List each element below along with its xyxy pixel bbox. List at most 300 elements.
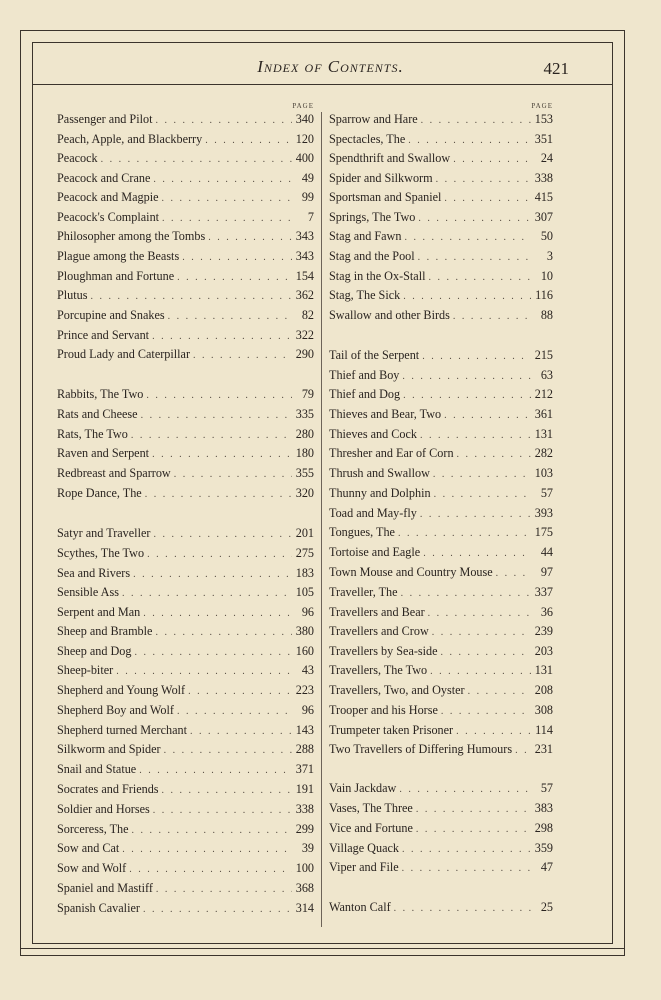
index-entry <box>329 900 553 920</box>
dot-leader <box>418 115 531 126</box>
index-entry <box>329 466 553 486</box>
dot-leader <box>152 627 292 638</box>
entry-title: Sportsman and Spaniel <box>329 190 442 204</box>
entry-page-number: 39 <box>301 841 314 855</box>
dot-leader <box>395 528 531 539</box>
entry-title: Philosopher among the Tombs <box>57 229 206 243</box>
index-entry <box>57 546 314 566</box>
dot-leader <box>465 686 531 697</box>
index-entry <box>57 466 314 486</box>
entry-title: Porcupine and Snakes <box>57 308 165 322</box>
dot-leader <box>400 291 531 302</box>
index-entry <box>57 249 314 269</box>
entry-page-number: 44 <box>540 545 553 559</box>
index-entry <box>329 368 553 388</box>
entry-page-number: 208 <box>534 683 553 697</box>
entry-page-number: 223 <box>295 683 314 697</box>
entry-title: Passenger and Pilot <box>57 112 153 126</box>
entry-title: Rope Dance, The <box>57 486 142 500</box>
dot-leader <box>161 745 292 756</box>
index-entry <box>57 308 314 328</box>
index-entry <box>329 644 553 664</box>
index-entry <box>329 348 553 368</box>
dot-leader <box>396 784 531 795</box>
index-entry <box>57 387 314 407</box>
entry-title: Travellers, The Two <box>329 663 428 677</box>
page-number: 421 <box>543 59 569 78</box>
entry-title: Thresher and Ear of Corn <box>329 446 454 460</box>
entry-title: Thrush and Swallow <box>329 466 430 480</box>
entry-title: Stag and Fawn <box>329 229 402 243</box>
index-entry <box>57 762 314 782</box>
entry-page-number: 320 <box>295 486 314 500</box>
dot-leader <box>128 430 292 441</box>
dot-leader <box>401 232 531 243</box>
entry-title: Tongues, The <box>329 525 395 539</box>
entry-page-number: 105 <box>295 585 314 599</box>
index-entry <box>329 446 553 466</box>
entry-page-number: 203 <box>534 644 553 658</box>
dot-leader <box>427 666 531 677</box>
entry-title: Toad and May-fly <box>329 505 417 520</box>
entry-title: Travellers and Crow <box>329 624 429 638</box>
entry-title: Trooper and his Horse <box>329 703 438 717</box>
index-entry <box>57 288 314 308</box>
bottom-rule <box>20 948 625 949</box>
entry-title: Travellers, Two, and Oyster <box>329 683 465 697</box>
entry-page-number: 239 <box>534 624 553 638</box>
entry-title: Two Travellers of Differing Humours <box>329 742 513 756</box>
dot-leader <box>129 825 292 836</box>
entry-page-number: 290 <box>295 347 314 361</box>
entry-page-number: 153 <box>534 112 553 126</box>
index-entry <box>57 132 314 152</box>
entry-title: Sheep and Dog <box>57 644 132 658</box>
dot-leader <box>126 864 292 875</box>
index-entry <box>57 446 314 466</box>
index-entry <box>329 171 553 191</box>
entry-page-number: 343 <box>295 249 314 263</box>
entry-page-number: 50 <box>540 229 553 243</box>
dot-leader <box>425 272 531 283</box>
index-entry <box>329 112 553 132</box>
index-entry <box>329 801 553 821</box>
entry-page-number: 355 <box>295 466 314 480</box>
index-entry <box>57 190 314 210</box>
entry-page-number: 100 <box>295 861 314 875</box>
entry-title: Peacock and Crane <box>57 170 151 185</box>
entry-title: Tortoise and Eagle <box>329 545 421 559</box>
index-entry <box>57 663 314 683</box>
index-entry <box>57 112 314 132</box>
entry-title: Thieves and Bear, Two <box>329 407 442 421</box>
entry-title: Rats and Cheese <box>57 407 138 421</box>
entry-page-number: 131 <box>534 663 553 677</box>
dot-leader <box>399 844 531 855</box>
index-entry <box>329 605 553 625</box>
dot-leader <box>420 548 531 559</box>
entry-page-number: 63 <box>540 368 553 382</box>
dot-leader <box>140 904 292 915</box>
index-entry <box>329 742 553 762</box>
entry-title: Redbreast and Sparrow <box>57 466 171 480</box>
entry-title: Traveller, The <box>329 585 398 599</box>
entry-title: Shepherd turned Merchant <box>57 722 187 737</box>
index-entry <box>57 566 314 586</box>
entry-page-number: 361 <box>534 407 553 421</box>
index-entry <box>57 151 314 171</box>
index-entry <box>57 229 314 249</box>
index-entry <box>329 249 553 269</box>
entry-title: Spaniel and Mastiff <box>57 881 153 895</box>
entry-page-number: 359 <box>534 840 553 855</box>
entry-title: Proud Lady and Caterpillar <box>57 347 191 361</box>
entry-title: Thieves and Cock <box>329 426 417 441</box>
entry-page-number: 335 <box>295 407 314 421</box>
dot-leader <box>512 745 531 756</box>
dot-leader <box>417 430 531 441</box>
index-entry <box>329 723 553 743</box>
index-entry <box>329 860 553 880</box>
entry-title: Spectacles, The <box>329 131 406 146</box>
dot-leader <box>493 568 531 579</box>
entry-page-number: 25 <box>540 900 553 914</box>
index-entry <box>57 861 314 881</box>
entry-page-number: 282 <box>534 446 553 460</box>
dot-leader <box>113 666 292 677</box>
dot-leader <box>119 844 292 855</box>
index-entry <box>57 881 314 901</box>
entry-page-number: 43 <box>301 663 314 677</box>
index-entry <box>57 822 314 842</box>
entry-title: Thunny and Dolphin <box>329 486 431 500</box>
entry-title: Tail of the Serpent <box>329 348 420 362</box>
entry-page-number: 368 <box>295 881 314 895</box>
entry-page-number: 415 <box>534 190 553 204</box>
index-entry <box>329 565 553 585</box>
entry-title: Peacock <box>57 151 98 165</box>
entry-page-number: 371 <box>295 762 314 776</box>
entry-page-number: 215 <box>534 348 553 362</box>
dot-leader <box>453 726 531 737</box>
entry-title: Sea and Rivers <box>57 565 131 580</box>
entry-title: Serpent and Man <box>57 605 141 619</box>
dot-leader <box>415 213 531 224</box>
entry-title: Springs, The Two <box>329 209 416 224</box>
index-entry <box>57 703 314 723</box>
entry-page-number: 191 <box>295 782 314 796</box>
index-entry <box>57 171 314 191</box>
entry-title: Peacock's Complaint <box>57 209 160 224</box>
entry-page-number: 88 <box>540 308 553 322</box>
entry-title: Ploughman and Fortune <box>57 268 175 283</box>
dot-leader <box>159 213 292 224</box>
entry-page-number: 79 <box>301 387 314 401</box>
entry-title: Scythes, The Two <box>57 546 145 560</box>
index-entry <box>329 288 553 308</box>
dot-leader <box>415 252 531 263</box>
entry-title: Raven and Serpent <box>57 446 150 460</box>
entry-title: Satyr and Traveller <box>57 526 151 540</box>
index-entry <box>329 427 553 447</box>
entry-title: Village Quack <box>329 840 399 855</box>
index-entry <box>329 229 553 249</box>
entry-title: Spider and Silkworm <box>329 170 433 185</box>
index-entry <box>57 526 314 546</box>
index-entry <box>57 802 314 822</box>
index-entry <box>57 901 314 921</box>
entry-title: Sow and Wolf <box>57 861 127 875</box>
index-entry <box>57 782 314 802</box>
dot-leader <box>433 174 531 185</box>
index-entry <box>329 308 553 328</box>
index-entry <box>57 269 314 289</box>
index-entry <box>57 683 314 703</box>
entry-page-number: 175 <box>534 525 553 539</box>
dot-leader <box>441 410 531 421</box>
index-entry <box>57 407 314 427</box>
entry-page-number: 275 <box>295 546 314 560</box>
entry-page-number: 338 <box>295 802 314 816</box>
index-entry <box>329 525 553 545</box>
index-entry <box>329 545 553 565</box>
index-entry <box>329 387 553 407</box>
entry-page-number: 36 <box>540 604 553 619</box>
entry-page-number: 160 <box>295 644 314 658</box>
dot-leader <box>419 351 531 362</box>
entry-page-number: 340 <box>295 112 314 126</box>
entry-page-number: 10 <box>540 268 553 283</box>
dot-leader <box>98 154 292 165</box>
entry-page-number: 180 <box>295 446 314 460</box>
entry-page-number: 351 <box>534 131 553 146</box>
dot-leader <box>450 154 531 165</box>
dot-leader <box>171 469 292 480</box>
entry-title: Peacock and Magpie <box>57 190 159 204</box>
dot-leader <box>119 588 292 599</box>
entry-title: Sheep-biter <box>57 663 114 677</box>
index-entry <box>329 407 553 427</box>
dot-leader <box>454 449 531 460</box>
index-entry <box>329 841 553 861</box>
dot-leader <box>149 449 292 460</box>
entry-page-number: 343 <box>295 229 314 243</box>
entry-page-number: 298 <box>534 821 553 835</box>
dot-leader <box>429 627 531 638</box>
entry-title: Trumpeter taken Prisoner <box>329 722 454 737</box>
dot-leader <box>179 252 292 263</box>
index-entry <box>329 585 553 605</box>
dot-leader <box>87 291 292 302</box>
dot-leader <box>202 135 292 146</box>
dot-leader <box>142 489 292 500</box>
entry-page-number: 212 <box>534 387 553 401</box>
entry-title: Travellers by Sea-side <box>329 644 438 658</box>
index-entry <box>57 624 314 644</box>
entry-page-number: 131 <box>534 426 553 441</box>
dot-leader <box>174 272 292 283</box>
dot-leader <box>405 135 531 146</box>
entry-page-number: 82 <box>301 308 314 322</box>
entry-page-number: 57 <box>540 781 553 795</box>
entry-title: Spanish Cavalier <box>57 900 140 915</box>
dot-leader <box>136 765 292 776</box>
entry-title: Thief and Boy <box>329 368 400 382</box>
entry-title: Sow and Cat <box>57 841 120 855</box>
entry-page-number: 99 <box>301 190 314 204</box>
dot-leader <box>413 804 531 815</box>
entry-page-number: 393 <box>534 505 553 520</box>
entry-page-number: 103 <box>534 466 553 480</box>
dot-leader <box>165 311 292 322</box>
dot-leader <box>187 726 292 737</box>
dot-leader <box>140 608 292 619</box>
entry-title: Sheep and Bramble <box>57 624 153 638</box>
dot-leader <box>153 884 292 895</box>
dot-leader <box>441 193 531 204</box>
entry-page-number: 114 <box>535 722 553 737</box>
entry-title: Shepherd Boy and Wolf <box>57 703 174 717</box>
index-entry <box>329 132 553 152</box>
index-entry <box>329 190 553 210</box>
entry-title: Swallow and other Birds <box>329 308 450 322</box>
index-entry <box>329 703 553 723</box>
dot-leader <box>150 529 292 540</box>
index-entry <box>329 506 553 526</box>
index-entry <box>57 742 314 762</box>
entry-page-number: 314 <box>295 900 314 915</box>
dot-leader <box>159 785 292 796</box>
index-entry <box>57 841 314 861</box>
entry-title: Peach, Apple, and Blackberry <box>57 131 203 146</box>
entry-page-number: 362 <box>295 288 314 302</box>
entry-title: Plutus <box>57 288 88 302</box>
entry-title: Viper and File <box>329 860 399 874</box>
entry-title: Vases, The Three <box>329 801 413 815</box>
entry-title: Snail and Statue <box>57 762 137 776</box>
dot-leader <box>399 863 531 874</box>
entry-page-number: 400 <box>295 151 314 165</box>
index-entry <box>329 624 553 644</box>
entry-page-number: 299 <box>295 821 314 836</box>
entry-title: Thief and Dog <box>329 387 401 401</box>
page-column-label: PAGE <box>531 102 553 110</box>
entry-title: Vain Jackdaw <box>329 781 397 795</box>
index-entry <box>57 486 314 506</box>
entry-page-number: 307 <box>534 209 553 224</box>
dot-leader <box>205 232 292 243</box>
dot-leader <box>438 706 531 717</box>
entry-title: Town Mouse and Country Mouse <box>329 565 493 579</box>
index-entry <box>57 328 314 348</box>
index-entry <box>329 486 553 506</box>
entry-page-number: 231 <box>534 742 553 756</box>
dot-leader <box>190 350 292 361</box>
entry-page-number: 47 <box>540 860 553 874</box>
entry-title: Stag in the Ox-Stall <box>329 268 426 283</box>
entry-page-number: 154 <box>295 268 314 283</box>
entry-page-number: 57 <box>540 486 553 500</box>
dot-leader <box>143 390 292 401</box>
index-entry <box>57 347 314 367</box>
entry-page-number: 120 <box>295 131 314 146</box>
entry-title: Vice and Fortune <box>329 821 413 835</box>
page-column-label: PAGE <box>292 102 314 110</box>
dot-leader <box>130 569 292 580</box>
index-entry <box>57 585 314 605</box>
entry-page-number: 201 <box>295 526 314 540</box>
dot-leader <box>438 647 531 658</box>
entry-title: Sparrow and Hare <box>329 112 418 126</box>
entry-title: Spendthrift and Swallow <box>329 151 451 165</box>
entry-title: Prince and Servant <box>57 328 150 342</box>
entry-page-number: 143 <box>295 722 314 737</box>
dot-leader <box>398 588 531 599</box>
entry-title: Socrates and Friends <box>57 782 159 796</box>
dot-leader <box>174 706 292 717</box>
dot-leader <box>413 824 531 835</box>
dot-leader <box>144 549 292 560</box>
page-title: Index of Contents. <box>257 57 404 76</box>
dot-leader <box>425 608 531 619</box>
dot-leader <box>150 805 292 816</box>
dot-leader <box>150 174 292 185</box>
header-rule <box>32 84 612 85</box>
entry-page-number: 280 <box>295 426 314 441</box>
dot-leader <box>430 469 531 480</box>
dot-leader <box>400 390 531 401</box>
dot-leader <box>159 193 292 204</box>
entry-page-number: 49 <box>301 170 314 185</box>
dot-leader <box>417 509 531 520</box>
entry-page-number: 338 <box>534 170 553 185</box>
entry-page-number: 7 <box>307 209 314 224</box>
entry-title: Silkworm and Spider <box>57 742 161 756</box>
index-entry <box>57 605 314 625</box>
entry-title: Stag and the Pool <box>329 249 415 263</box>
index-entry <box>57 210 314 230</box>
entry-title: Sorceress, The <box>57 821 129 836</box>
entry-title: Shepherd and Young Wolf <box>57 683 186 697</box>
column-divider <box>321 112 322 927</box>
index-entry <box>329 210 553 230</box>
entry-page-number: 97 <box>540 565 553 579</box>
dot-leader <box>431 489 531 500</box>
entry-page-number: 116 <box>535 288 553 302</box>
entry-page-number: 24 <box>540 151 553 165</box>
dot-leader <box>399 371 531 382</box>
entry-page-number: 288 <box>295 742 314 756</box>
index-entry <box>57 723 314 743</box>
entry-title: Stag, The Sick <box>329 288 401 302</box>
entry-title: Travellers and Bear <box>329 604 425 619</box>
entry-page-number: 322 <box>295 328 314 342</box>
entry-page-number: 337 <box>534 585 553 599</box>
entry-title: Rabbits, The Two <box>57 387 144 401</box>
entry-title: Wanton Calf <box>329 900 391 914</box>
index-entry <box>329 781 553 801</box>
index-entry <box>329 151 553 171</box>
entry-page-number: 3 <box>546 249 553 263</box>
index-entry <box>329 821 553 841</box>
dot-leader <box>152 115 292 126</box>
dot-leader <box>138 410 292 421</box>
dot-leader <box>450 311 531 322</box>
entry-page-number: 96 <box>301 605 314 619</box>
index-entry <box>329 663 553 683</box>
dot-leader <box>185 686 292 697</box>
entry-page-number: 383 <box>534 801 553 815</box>
